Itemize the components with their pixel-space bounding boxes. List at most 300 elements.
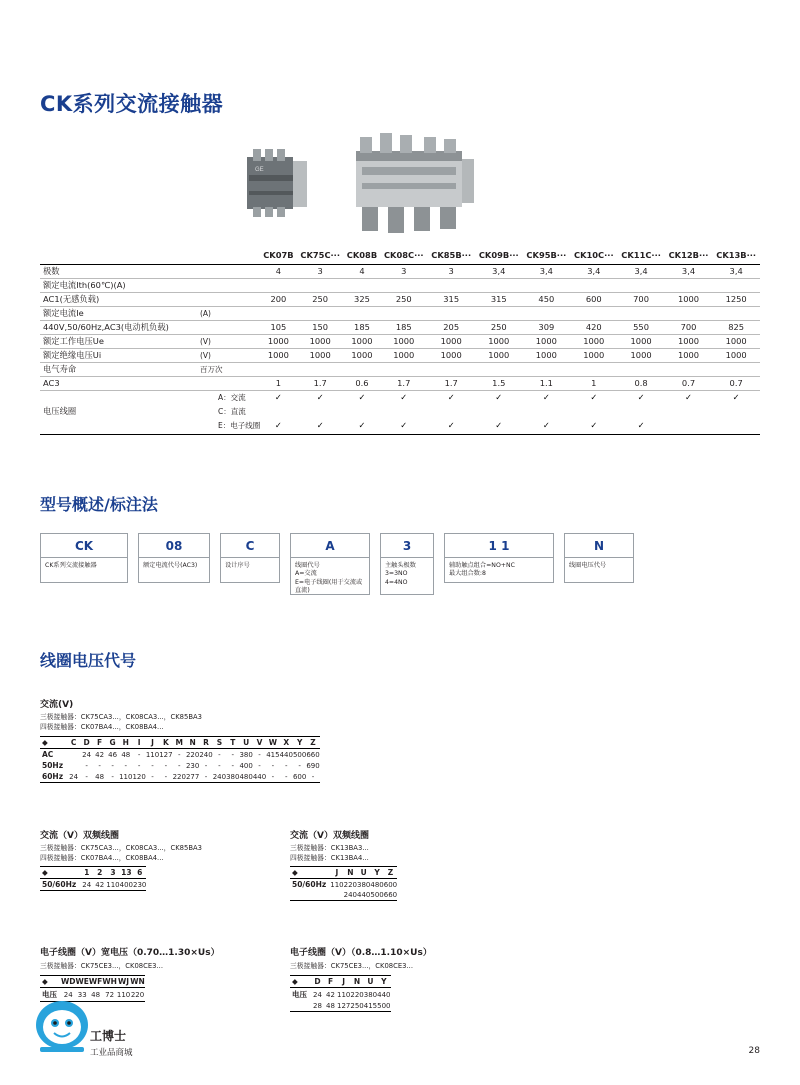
column-header: ◆ [40, 867, 80, 879]
cell: 380 [363, 990, 378, 999]
table-row [40, 348, 760, 362]
model-code-box [564, 533, 634, 583]
cell: 1.1 [523, 376, 571, 390]
cell: 110 [117, 988, 130, 1002]
column-header: Y [370, 867, 383, 879]
cell: - [271, 761, 275, 770]
cell: 110 [106, 880, 120, 889]
cell: - [137, 750, 141, 759]
model-designation-boxes [40, 533, 644, 603]
model-code-box [138, 533, 210, 583]
dual-right-title: 交流（V）双频线圈 [290, 831, 369, 841]
ele-right-note1: 三极接触器：CK75CE3...，CK08CE3... [290, 962, 413, 970]
cell: - [137, 761, 141, 770]
cell [475, 404, 523, 418]
column-header: F [324, 976, 337, 988]
dual-left-note1: 三极接触器：CK75CA3...，CK08CA3...，CK85BA3 [40, 844, 202, 852]
cell [475, 306, 523, 320]
cell: 42 [95, 750, 105, 759]
cell: 105 [260, 320, 296, 334]
table-row [40, 292, 760, 306]
model-section-heading: 型号概述/标注法 [40, 495, 158, 514]
cell: 440 [377, 990, 391, 999]
cell: 110 [145, 750, 160, 759]
cell: - [111, 761, 114, 770]
column-header: ◆ [40, 976, 61, 988]
cell: 415 [266, 750, 280, 759]
cell: 48 [93, 771, 106, 783]
row-label: AC3 [40, 376, 200, 390]
cell: 1000 [617, 348, 664, 362]
cell: - [159, 771, 172, 783]
table-row [40, 334, 760, 348]
cell: ✓ [400, 420, 408, 430]
column-header: WE [75, 977, 89, 986]
cell: 700 [665, 320, 713, 334]
cell: 110 [337, 990, 351, 999]
cell: ✓ [523, 390, 571, 404]
cell: 3,4 [617, 264, 664, 278]
row-label: 50/60Hz [40, 879, 80, 891]
table-header-row [40, 737, 320, 749]
cell: 400 [239, 761, 253, 770]
ac-block-note2: 四极接触器：CK07BA4...，CK08BA4... [40, 723, 164, 731]
cell: 600 [570, 292, 617, 306]
model-code-box [220, 533, 280, 583]
specification-table [40, 250, 760, 435]
cell: 240 [343, 891, 358, 899]
column-header: J [330, 867, 343, 879]
cell: 250 [297, 292, 344, 306]
cell [344, 362, 380, 376]
table-row [40, 320, 760, 334]
model-code-box [380, 533, 434, 595]
column-header: F [93, 737, 106, 749]
dual-right-note2: 四极接触器：CK13BA4... [290, 854, 369, 862]
coil-type-label: E：电子线圈 [218, 420, 261, 430]
cell: 420 [570, 320, 617, 334]
cell [665, 362, 713, 376]
cell: 220 [130, 988, 145, 1002]
cell: 3,4 [475, 264, 523, 278]
model-code-description: 线圈代号 A=交流 E=电子线圈(用于交流或直流) [295, 562, 363, 595]
cell: - [146, 771, 159, 783]
table-header-row [290, 976, 391, 988]
model-code-description: 辅助触点组合=NO+NC 最大组合数:8 [449, 562, 515, 578]
cell: 550 [617, 320, 664, 334]
cell: - [298, 761, 301, 770]
cell [570, 306, 617, 320]
cell [380, 404, 427, 418]
cell: ✓ [447, 420, 455, 430]
cell: 500 [370, 891, 384, 899]
cell: 415 [363, 1002, 378, 1010]
cell [570, 404, 617, 418]
cell [297, 306, 344, 320]
cell: 24 [61, 988, 76, 1002]
cell: 3 [427, 264, 475, 278]
cell [427, 306, 475, 320]
cell: 230 [185, 761, 200, 770]
cell [617, 404, 664, 418]
cell [297, 362, 344, 376]
cell: 1000 [570, 334, 617, 348]
cell [665, 418, 713, 432]
cell: - [85, 761, 88, 770]
cell: 480 [370, 880, 384, 889]
cell: 127 [337, 1002, 351, 1010]
cell: 1 [260, 376, 296, 390]
cell: 250 [380, 292, 427, 306]
row-label: 50/60Hz [292, 880, 327, 889]
model-code: N [565, 534, 633, 558]
cell [67, 749, 80, 761]
cell: - [178, 750, 181, 759]
cell: - [258, 761, 261, 770]
cell: 480 [239, 772, 253, 781]
cell: 1.7 [427, 376, 475, 390]
row-label: 电压 [292, 990, 307, 999]
cell: 1.5 [475, 376, 523, 390]
cell: 1000 [712, 334, 760, 348]
model-code-box [444, 533, 554, 583]
column-header: CK08C··· [383, 250, 424, 261]
table-row [40, 879, 146, 891]
ele-left-title: 电子线圈（V）宽电压（0.70…1.30×Us） [40, 948, 220, 958]
table-row [40, 278, 760, 292]
cell: 1000 [712, 348, 760, 362]
cell: 450 [523, 292, 571, 306]
column-header: U [239, 737, 252, 749]
column-header: J [337, 976, 350, 988]
column-header: 1 [80, 867, 93, 879]
table-header-row [290, 867, 397, 879]
cell: ✓ [590, 420, 598, 430]
cell [260, 362, 296, 376]
cell: 440 [357, 891, 371, 899]
table-row [40, 749, 320, 761]
cell: 440 [279, 750, 293, 759]
column-header: Y [377, 976, 390, 988]
cell: 1000 [260, 348, 296, 362]
cell: - [218, 750, 221, 759]
cell [344, 306, 380, 320]
cell [344, 278, 380, 292]
cell [67, 760, 80, 771]
cell: - [231, 750, 235, 759]
cell: ✓ [316, 420, 324, 430]
column-header: R [199, 737, 212, 749]
table-row [40, 418, 760, 432]
cell: 1000 [570, 348, 617, 362]
column-header: K [159, 737, 172, 749]
cell: 1250 [712, 292, 760, 306]
column-header: G [106, 737, 119, 749]
cell: 1000 [297, 334, 344, 348]
cell: 277 [185, 772, 200, 781]
table-row [40, 760, 320, 771]
row-label: 电气寿命 [40, 362, 200, 376]
cell: 1000 [427, 348, 475, 362]
table-header-row [40, 250, 760, 264]
cell: - [280, 771, 293, 783]
cell: 1000 [665, 292, 713, 306]
row-label: 额定电流Ith(60℃)(A) [40, 278, 200, 292]
cell: 24 [67, 771, 80, 783]
model-code: 08 [139, 534, 209, 558]
cell: ✓ [380, 390, 427, 404]
dual-left-title: 交流（V）双频线圈 [40, 831, 119, 841]
cell: 0.7 [665, 376, 713, 390]
cell: 325 [344, 292, 380, 306]
cell: ✓ [570, 390, 617, 404]
row-label: 额定工作电压Ue [40, 334, 200, 348]
cell: - [106, 771, 119, 783]
cell: 700 [617, 292, 664, 306]
cell: - [266, 771, 279, 783]
cell: 600 [383, 880, 398, 889]
column-header: CK95B··· [526, 250, 567, 261]
cell: 3 [297, 264, 344, 278]
table-row [290, 988, 391, 1002]
table-row [40, 264, 760, 278]
column-header: CK11C··· [621, 250, 661, 261]
column-header: N [344, 867, 357, 879]
cell: ✓ [427, 390, 475, 404]
cell: ✓ [617, 390, 664, 404]
cell: ✓ [475, 390, 523, 404]
cell: 1000 [297, 348, 344, 362]
row-unit: (V) [200, 348, 260, 362]
row-unit: (V) [200, 334, 260, 348]
column-header: I [132, 737, 145, 749]
cell [617, 278, 664, 292]
cell: 72 [102, 988, 117, 1002]
cell: 205 [427, 320, 475, 334]
row-unit [200, 320, 260, 334]
cell: 1000 [475, 348, 523, 362]
cell [523, 306, 571, 320]
cell: 500 [377, 1002, 391, 1010]
column-header: U [357, 867, 370, 879]
cell: ✓ [665, 390, 713, 404]
cell: 1000 [344, 348, 380, 362]
cell [260, 306, 296, 320]
cell: 110 [330, 880, 344, 889]
column-header: Z [306, 737, 319, 749]
cell [617, 306, 664, 320]
column-header: CK75C··· [300, 250, 340, 261]
row-label: 电压 [40, 988, 61, 1002]
cell: 185 [344, 320, 380, 334]
cell: 220 [343, 880, 358, 889]
dual-left-note2: 四极接触器：CK07BA4...，CK08BA4... [40, 854, 164, 862]
model-code-description: 线圈电压代号 [569, 562, 607, 569]
voltage-code-table [40, 866, 146, 891]
cell: - [80, 771, 93, 783]
model-code: 1 1 [445, 534, 553, 558]
site-watermark-logo [20, 995, 160, 1065]
row-unit [200, 292, 260, 306]
cell: 150 [297, 320, 344, 334]
column-header: 2 [93, 867, 106, 879]
cell [380, 278, 427, 292]
cell: 1000 [260, 334, 296, 348]
brand-name-cn: 工博士 [90, 1029, 127, 1043]
column-header: CK07B [263, 250, 294, 261]
table-header-row [40, 867, 146, 879]
cell: 24 [82, 750, 92, 759]
dual-right-note1: 三极接触器：CK13BA3... [290, 844, 369, 852]
cell [712, 278, 760, 292]
column-header: X [280, 737, 293, 749]
cell: 110 [119, 772, 133, 781]
svg-text:GE: GE [255, 167, 264, 173]
cell: 315 [427, 292, 475, 306]
cell [570, 362, 617, 376]
cell: 1000 [475, 334, 523, 348]
row-unit [200, 278, 260, 292]
column-header: W [266, 737, 279, 749]
cell: 4 [344, 264, 380, 278]
cell: 690 [306, 761, 320, 770]
cell: 1000 [523, 348, 571, 362]
row-unit [200, 264, 260, 278]
column-header: CK10C··· [573, 250, 614, 261]
table-header-row [40, 976, 145, 988]
voltage-code-table [290, 975, 391, 1012]
cell [712, 418, 760, 432]
column-header: 6 [133, 867, 146, 879]
model-code-description: 主触头极数 3=3NO 4=4NO [385, 562, 416, 586]
cell: 1000 [617, 334, 664, 348]
cell: 250 [350, 1002, 364, 1010]
table-row [290, 890, 397, 901]
column-header: T [226, 737, 239, 749]
cell: 400 [119, 880, 134, 889]
model-code-description: 额定电流代号(AC3) [143, 562, 198, 569]
cell: 3,4 [570, 264, 617, 278]
column-header: WH [102, 977, 117, 986]
cell: 3,4 [523, 264, 571, 278]
cell: - [124, 761, 128, 770]
column-header: D [311, 976, 324, 988]
column-header: Y [293, 737, 306, 749]
cell: 46 [108, 750, 118, 759]
model-code-description: CK系列交流接触器 [45, 562, 97, 569]
column-header: U [364, 976, 377, 988]
row-label [290, 1001, 311, 1012]
cell: 315 [475, 292, 523, 306]
cell [330, 890, 343, 901]
row-label: 440V,50/60Hz,AC3(电动机负载) [40, 320, 200, 334]
cell: ✓ [637, 420, 645, 430]
column-header: N [350, 976, 363, 988]
cell: 220 [172, 772, 186, 781]
column-header: 13 [121, 868, 132, 877]
cell: 380 [239, 750, 253, 759]
cell: 240 [199, 750, 213, 759]
column-header: H [119, 737, 132, 749]
cell: 250 [475, 320, 523, 334]
cell: 309 [523, 320, 571, 334]
cell: 440 [252, 772, 267, 781]
cell: 660 [306, 750, 320, 759]
row-label: AC1(无感负载) [40, 292, 200, 306]
cell: ✓ [542, 420, 550, 430]
cell: - [285, 761, 288, 770]
cell: - [218, 761, 221, 770]
row-label [40, 390, 200, 404]
product-photos [225, 120, 505, 230]
column-header: ◆ [290, 867, 330, 879]
cell [260, 278, 296, 292]
cell: 1000 [665, 334, 713, 348]
cell: 3,4 [712, 264, 760, 278]
column-header: CK13B··· [716, 250, 757, 261]
column-header: CK08B [346, 250, 378, 261]
cell: 380 [357, 880, 371, 889]
table-row [40, 376, 760, 390]
row-unit [200, 376, 260, 390]
cell: 1000 [523, 334, 571, 348]
cell [427, 362, 475, 376]
cell [260, 404, 296, 418]
cell [712, 306, 760, 320]
cell [570, 278, 617, 292]
row-label: 额定电流Ie [40, 306, 200, 320]
column-header: N [186, 737, 199, 749]
cell: - [306, 771, 319, 783]
table-row [290, 1001, 391, 1012]
cell: 220 [185, 750, 200, 759]
cell: 0.6 [344, 376, 380, 390]
brand-tagline: 工业品商城 [90, 1047, 133, 1057]
cell: 1.7 [380, 376, 427, 390]
cell [475, 362, 523, 376]
cell: 42 [326, 990, 335, 999]
table-row [40, 404, 760, 418]
cell [380, 306, 427, 320]
cell [380, 362, 427, 376]
row-label: 额定绝缘电压Ui [40, 348, 200, 362]
row-unit: 百万次 [200, 362, 260, 376]
column-header: WN [130, 977, 145, 986]
column-header: ◆ [40, 737, 67, 749]
cell: - [258, 750, 261, 759]
cell: 48 [121, 750, 131, 759]
model-code: C [221, 534, 279, 558]
cell: ✓ [274, 420, 282, 430]
page-number: 28 [748, 1046, 760, 1056]
cell: 127 [159, 750, 173, 759]
cell [617, 362, 664, 376]
cell [665, 404, 713, 418]
row-label: AC [42, 750, 54, 759]
column-header: D [80, 737, 93, 749]
cell [297, 404, 344, 418]
model-code-box [290, 533, 370, 595]
column-header: WD [61, 977, 76, 986]
cell [427, 404, 475, 418]
column-header: Z [384, 867, 397, 879]
cell: 24 [80, 879, 93, 891]
cell: - [231, 761, 235, 770]
row-label: 极数 [40, 264, 200, 278]
table-row [40, 362, 760, 376]
cell: 1000 [665, 348, 713, 362]
cell: 33 [76, 988, 89, 1002]
